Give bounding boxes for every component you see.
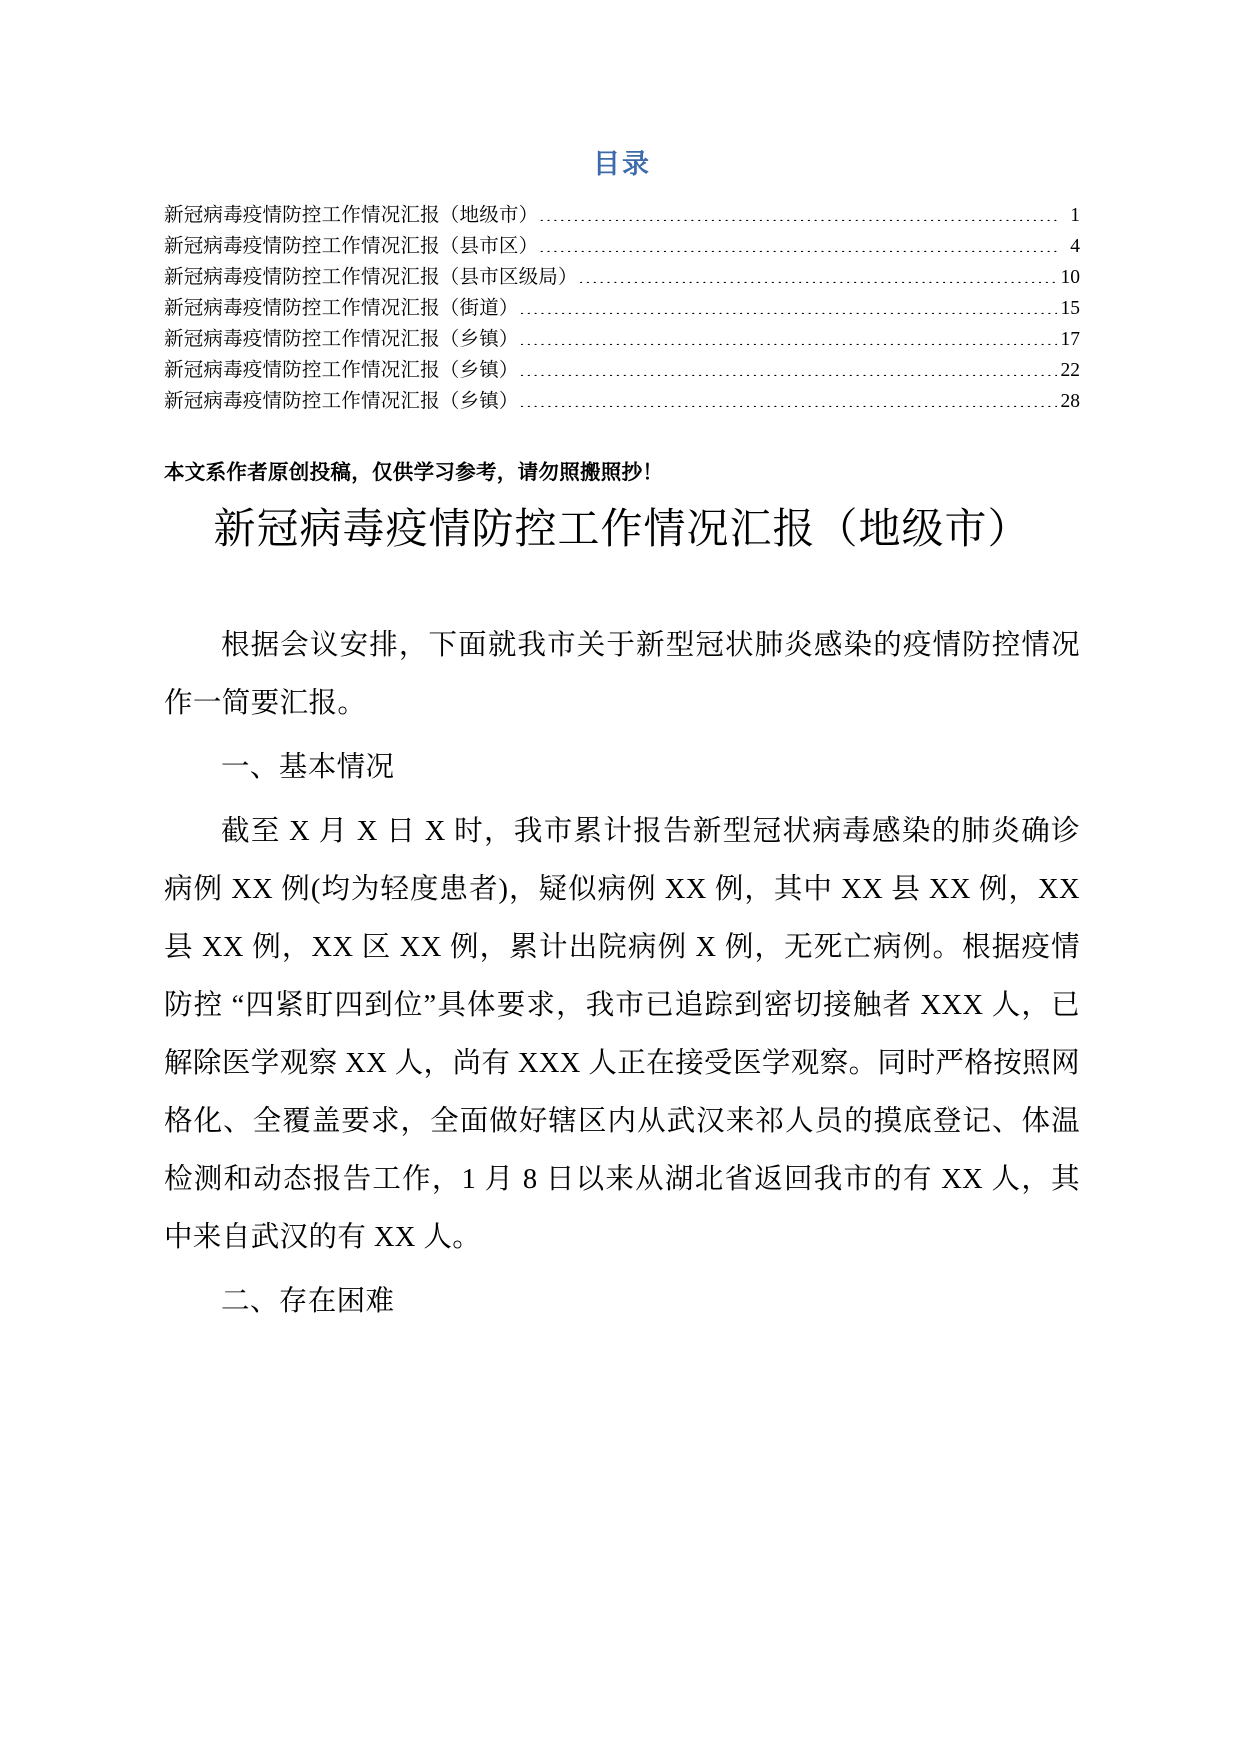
toc-dot-leader	[520, 388, 1057, 408]
toc-heading: 目录	[593, 149, 651, 179]
toc-dot-leader	[520, 295, 1057, 315]
toc-entry-title: 新冠病毒疫情防控工作情况汇报（县市区）	[164, 235, 539, 258]
toc-entry[interactable]	[164, 355, 1080, 386]
toc-dot-leader	[539, 233, 1057, 253]
copyright-disclaimer: 本文系作者原创投稿，仅供学习参考，请勿照搬照抄！	[164, 461, 664, 485]
toc-entry[interactable]	[164, 262, 1080, 293]
toc-dot-leader	[520, 326, 1057, 346]
toc-dot-leader	[520, 357, 1057, 377]
toc-entry-title: 新冠病毒疫情防控工作情况汇报（街道）	[164, 297, 519, 320]
toc-entry-page: 10	[1060, 267, 1080, 289]
toc-dot-leader	[579, 264, 1057, 284]
document-body	[164, 617, 1080, 1331]
body-paragraph-basic-situation: 截至 X 月 X 日 X 时，我市累计报告新型冠状病毒感染的肺炎确诊病例 XX 例(均为轻度患者)，疑似病例 XX 例，其中 XX 县 XX 例，XX 县 XX 例，XX 区 XX 例，累计出院病例 X 例，无死亡病例。根据疫情防控 “四紧盯四到位”具体要求，我市已追踪到密切接触者 XXX 人，已解除医学观察 XX 人，尚有 XXX 人正在接受医学观察。同时严格按照网格化、全覆盖要求，全面做好辖区内从武汉来祁人员的摸底登记、体温检测和动态报告工作，1 月 8 日以来从湖北省返回我市的有 XX 人，其中来自武汉的有 XX 人。	[164, 815, 1080, 1253]
toc-entry-page: 22	[1060, 360, 1080, 382]
toc-list	[164, 200, 1080, 417]
toc-entry-title: 新冠病毒疫情防控工作情况汇报（县市区级局）	[164, 266, 578, 289]
section-heading-2: 二、存在困难	[221, 1285, 395, 1317]
body-paragraph-intro: 根据会议安排，下面就我市关于新型冠状肺炎感染的疫情防控情况作一简要汇报。	[164, 629, 1080, 719]
toc-entry-title: 新冠病毒疫情防控工作情况汇报（乡镇）	[164, 390, 519, 413]
toc-entry[interactable]	[164, 386, 1080, 417]
toc-dot-leader	[539, 202, 1057, 222]
toc-entry-page: 28	[1060, 391, 1080, 413]
section-heading-1: 一、基本情况	[221, 751, 395, 783]
toc-entry[interactable]	[164, 200, 1080, 231]
toc-entry[interactable]	[164, 324, 1080, 355]
toc-entry-page: 4	[1070, 236, 1080, 258]
toc-entry-page: 15	[1060, 298, 1080, 320]
toc-entry-title: 新冠病毒疫情防控工作情况汇报（地级市）	[164, 204, 539, 227]
toc-entry[interactable]	[164, 231, 1080, 262]
page-title: 新冠病毒疫情防控工作情况汇报（地级市）	[213, 505, 1031, 553]
toc-entry-title: 新冠病毒疫情防控工作情况汇报（乡镇）	[164, 359, 519, 382]
toc-entry-title: 新冠病毒疫情防控工作情况汇报（乡镇）	[164, 328, 519, 351]
toc-entry-page: 17	[1060, 329, 1080, 351]
toc-entry-page: 1	[1070, 205, 1080, 227]
toc-entry[interactable]	[164, 293, 1080, 324]
